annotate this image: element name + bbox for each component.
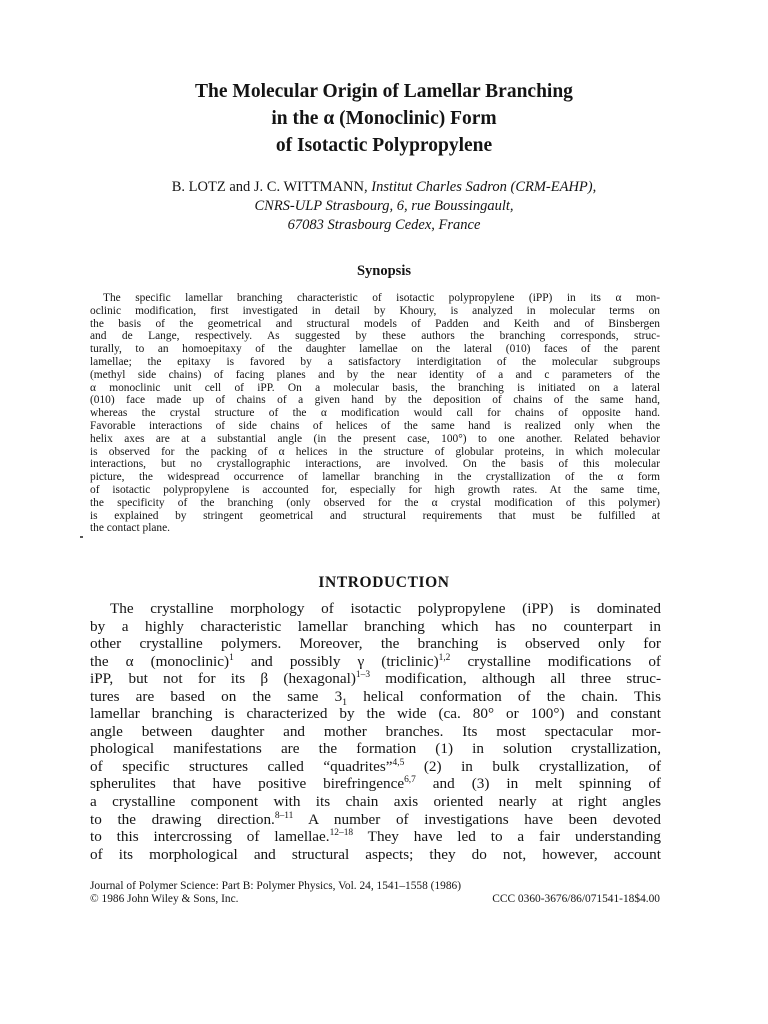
synopsis-line: oclinic modification, first investigated in detail by Khoury, is analyzed in molecular terms on (90, 304, 660, 317)
text-line: lamellar branching is characterized by the wide (ca. 80° or 100°) and constant (90, 705, 661, 723)
author-block (0, 178, 768, 235)
synopsis-line: is observed for the packing of α helices in the structure of globular proteins, in which molecular (90, 445, 660, 458)
synopsis-text (90, 292, 660, 535)
scan-speck (80, 536, 83, 538)
title-line: in the α (Monoclinic) Form (271, 108, 497, 129)
text-line: tures are based on the same $3_1$ helical conformation of the chain. This (90, 687, 661, 708)
synopsis-line: α monoclinic unit cell of iPP. On a molecular basis, the branching is initiated on a lateral (90, 381, 660, 394)
citation: 4,5 (392, 757, 405, 768)
citation: 1–3 (355, 670, 371, 681)
synopsis-line: the specificity of the branching (only observed for the α crystal modification of this polymer) (90, 496, 660, 509)
synopsis-line: the contact plane. (90, 522, 171, 535)
synopsis-line: helix axes are at a substantial angle (in the present case, 100°) to one another. Related behavior (90, 432, 660, 445)
journal-citation: Journal of Polymer Science: Part B: Polymer Physics, Vol. 24, 1541–1558 (1986) (90, 880, 462, 892)
synopsis-line: is explained by stringent geometrical and structural requirements that must be fulfilled at (90, 509, 660, 522)
synopsis-line: (010) face made up of chains of a given hand by the deposition of chains of the same hand, (90, 394, 660, 407)
title-line: of Isotactic Polypropylene (275, 135, 493, 156)
address-line: CNRS-ULP Strasbourg, 6, rue Boussingault, (254, 198, 514, 214)
page-footer (90, 880, 660, 906)
synopsis-line: Favorable interactions of side chains of helices of the same hand is realized only when the (90, 419, 660, 432)
copyright: © 1986 John Wiley & Sons, Inc. (90, 893, 239, 905)
text-line: the α (monoclinic)$^1$ and possibly γ (triclinic)$^{1,2}$ crystalline modifications of (90, 652, 661, 670)
subscript: 1 (342, 696, 348, 708)
introduction-heading: INTRODUCTION (318, 574, 450, 591)
citation: 1,2 (438, 652, 451, 663)
synopsis-line: turally, to an homoepitaxy of the daughter lamellae on the lateral (010) faces of the parent (90, 343, 660, 356)
citation: 12–18 (329, 828, 354, 839)
affiliation: Institut Charles Sadron (CRM-EAHP), (371, 179, 597, 195)
introduction-text (90, 600, 661, 863)
text-line: by a highly characteristic lamellar branching which has no counterpart in (90, 617, 661, 635)
citation: 8–11 (274, 810, 294, 821)
address-line: 67083 Strasbourg Cedex, France (287, 217, 481, 233)
paper-title (0, 78, 768, 159)
title-line: The Molecular Origin of Lamellar Branching (195, 81, 573, 102)
text-line: iPP, but not for its β (hexagonal)$^{1-3}$ modification, although all three struc- (90, 670, 661, 688)
text-line: to the drawing direction.$^{8-11}$ A number of investigations have been devoted (90, 810, 661, 828)
synopsis-line: lamellae; the epitaxy is favored by a satisfactory interdigitation of the molecular subgroups (90, 355, 660, 368)
author-line (0, 178, 768, 197)
synopsis-line: the basis of the geometrical and structural models of Padden and Keith and of Binsbergen (90, 317, 660, 330)
ccc-code: CCC 0360-3676/86/071541-18$4.00 (492, 893, 660, 905)
text-line: spherulites that have positive birefringence$^{6,7}$ and (3) in melt spinning of (90, 775, 661, 793)
synopsis-line: picture, the widespread occurrence of lamellar branching in the crystallization of the α form (90, 471, 660, 484)
synopsis-line: The specific lamellar branching characteristic of isotactic polypropylene (iPP) in its α mon- (103, 292, 660, 304)
synopsis-line: (methyl side chains) of facing planes and by the near identity of a and c parameters of the (90, 368, 660, 381)
text-line: a crystalline component with its chain axis oriented nearly at right angles (90, 793, 661, 811)
text-line: phological manifestations are the formation (1) in solution crystallization, (90, 740, 661, 758)
synopsis-line: whereas the crystal structure of the α modification would call for chains of opposite hand. (90, 407, 660, 420)
author-names: B. LOTZ and J. C. WITTMANN, (171, 179, 368, 195)
text-line: of its morphological and structural aspects; they do not, however, account (90, 845, 661, 863)
citation: 1 (229, 652, 234, 663)
synopsis-line: of isotactic polypropylene is accounted for, especially for high growth rates. At the same time, (90, 483, 660, 496)
citation: 6,7 (404, 775, 416, 786)
text-line: angle between daughter and mother branches. Its most spectacular mor- (90, 722, 661, 740)
synopsis-heading: Synopsis (356, 263, 411, 279)
text-line: to this intercrossing of lamellae.$^{12-18}$ They have led to a fair understanding (90, 828, 661, 846)
synopsis-line: and de Lange, respectively. As suggested by these authors the branching corresponds, struc- (90, 330, 660, 343)
text-line: The crystalline morphology of isotactic polypropylene (iPP) is dominated (110, 600, 661, 617)
text-line: other crystalline polymers. Moreover, the branching is observed only for (90, 635, 661, 653)
synopsis-line: interactions, but no crystallographic interactions, are involved. On the basis of this molecular (90, 458, 660, 471)
text-line: of specific structures called “quadrites”$^{4,5}$ (2) in bulk crystallization, of (90, 757, 661, 775)
